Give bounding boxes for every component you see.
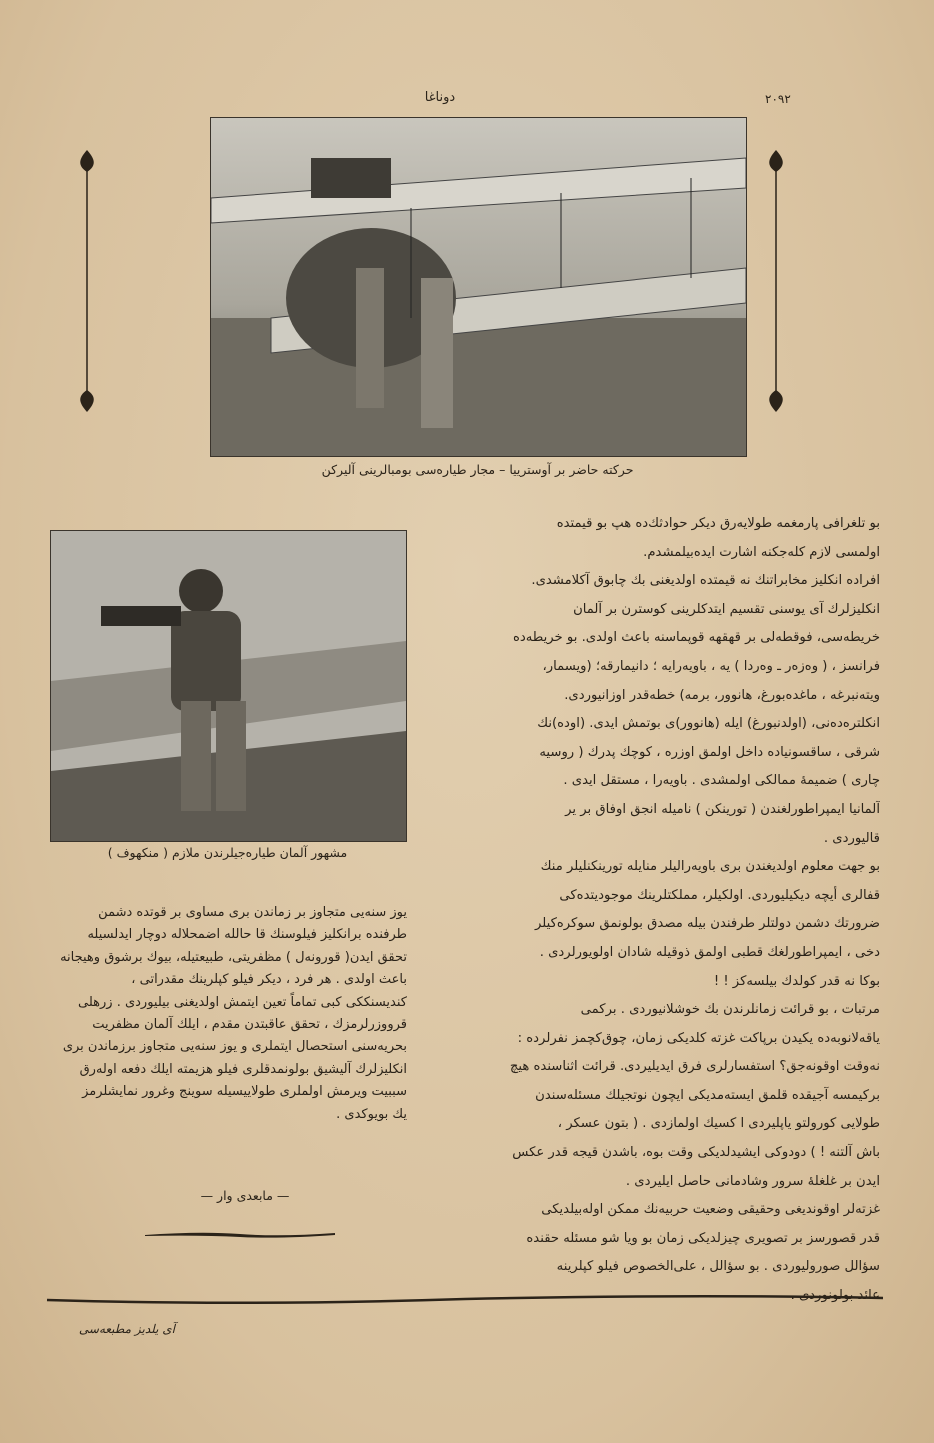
left-article-column (45, 902, 407, 1126)
pilot-photo-illustration (51, 531, 406, 841)
text-line: انکلیزلرك آی یوسنی تقسیم ایتدکلرینی کوسترن بر آلمان (573, 601, 880, 617)
decorative-double-arrow-left-icon (74, 148, 100, 414)
bottom-rule (45, 1292, 885, 1308)
page-number: ۲۰۹۲ (765, 92, 791, 106)
ornamental-divider (140, 1228, 340, 1242)
text-line: ضرورتك دشمن دولتلر طرفندن بیله مصدق بولونمق سوکره‌کیلر (534, 916, 880, 932)
text-line: مرتبات ، بو قرائت زمانلرندن بك خوشلانیوردی . برکمی (580, 1002, 880, 1018)
text-line: یوز سنه‌یی متجاوز بر زماندن بری مساوی بر قوتده دشمن (98, 905, 407, 920)
text-line: قالیوردی . (823, 830, 880, 846)
right-article-column (428, 510, 880, 1311)
text-line: ویته‌نبرغه ، ماغده‌بورغ، هانوور، برمه) خطه‌قدر اوزانیوردی. (564, 687, 880, 703)
left-photo-caption: مشهور آلمان طیاره‌جیلرندن ملازم ( منکهوف ) (107, 845, 348, 860)
text-line: انکلیزلرك آلیشیق بولونمدقلری فیلو هزیمته ایلك دفعه اوله‌رق (79, 1061, 407, 1077)
text-line: قفالری أیچه دیکیلیوردی. اولکیلر، مملکتلرینك موجودیتده‌کی (559, 887, 880, 903)
text-line: ایدن بر غلغلهٔ سرور وشادمانی حاصل ایلیردی . (625, 1173, 880, 1189)
text-line: برکیمسه آجیقده قلمق ایسته‌مدیکی ایچون نوتجیلك مسئله‌سندن (535, 1087, 880, 1103)
text-line: غزته‌لر اوقوندیغی وحقیقی وضعیت حربیه‌نك ممکن اوله‌بیلدیکی (541, 1202, 880, 1218)
text-line: افراده انکلیز مخابراتنك نه قیمتده اولدیغنی بك چابوق آکلامشدی. (531, 573, 880, 589)
text-line: بو جهت معلوم اولدیغندن بری باویه‌رالیلر منایله تورینکنلیلر منك (540, 859, 880, 875)
text-line: باعث اولدی . هر فرد ، دیکر فیلو کپلرینك مقدراتی ، (131, 972, 407, 988)
text-line: طولایی کورولتو یاپلیردی ا کسیك اولمازدی . ( بتون عسکر ، (557, 1116, 880, 1132)
text-line: اولمسی لازم کله‌جکنه اشارت ایده‌بیلمشدم. (643, 544, 880, 560)
text-line: دخی ، ایمپراطورلغك قطبی اولمق ذوقیله شادان اولویورلردی . (539, 944, 880, 960)
text-line: قرووزرلرمزك ، تحقق عاقبتدن مقدم ، ایلك آلمان مظفریت (92, 1017, 407, 1033)
top-photo-caption: حرکته حاضر بر آوسترییا – مجار طیاره‌سی بومبالرینی آلیرکن (321, 462, 634, 477)
decorative-double-arrow-right-icon (763, 148, 789, 414)
text-line: باش آلتنه ! ) دودوکی ایشیدلدیکی وقت بوه، باشدن قیجه قدر عکس (512, 1145, 880, 1161)
text-line: بحریه‌سنی استحصال ایتملری و یوز سنه‌یی متجاوز برزماندن بری (62, 1039, 407, 1055)
running-title: دوناغا (424, 90, 456, 105)
to-be-continued-note: — مابعدی وار — (200, 1188, 290, 1203)
text-line: آلمانیا ایمپراطورلغندن ( تورینکن ) نامیله انجق اوفاق بر یر (565, 801, 880, 817)
text-line: سببیت ویرمش اولملری طولاییسیله سوینج وغرور نمایشلرمز (82, 1084, 407, 1100)
top-photo-bomber-aircraft (210, 117, 747, 457)
text-line: یاقه‌لانوبه‌ده یکیدن برپاکت غزته کلدیکی زمان، چوق‌کچمز نفرلرده : (517, 1030, 880, 1046)
text-line: کندیسنککی کبی تماماً تعین ایتمش اولدیغنی بیلیوردی . زرهلی (78, 994, 407, 1010)
text-line: سؤالل صورولیوردی . بو سؤالل ، علی‌الخصوص فیلو کپلرینه (556, 1259, 880, 1275)
left-photo-pilot-portrait (50, 530, 407, 842)
text-line: شرقی ، ساقسونیاده داخل اولمق اوزره ، کوچك پدرك ( روسیه (539, 744, 880, 760)
text-line: خریطه‌سی، فوقطه‌لی بر قهقهه قوپماسنه باعث اولدی. بو خریطه‌ده (512, 630, 880, 646)
text-line: بو تلغرافی پارمغمه طولایه‌رق دیکر حوادثك‌ده هپ بو قیمتده (556, 516, 880, 531)
text-line: بوکا نه قدر کولدك بیلسه‌کز ! ! (713, 973, 880, 989)
text-line: یك بویوکدی . (336, 1106, 407, 1122)
text-line: تحقق ایدن( قورونه‌ل ) مظفریتی، طبیعتیله، بیوك برشوق وهیجانه (60, 949, 407, 965)
text-line: فرانسز ، ( وه‌زه‌ر ـ وه‌ردا ) یه ، باویه‌رایه ؛ دانیمارقه؛ (ویسمار، (542, 658, 880, 674)
text-line: انکلتره‌ده‌نی، (اولدنبورغ) ایله (هانوور)ی بوتمش ایدی. (اوده)نك (537, 716, 880, 732)
printer-imprint: آی یلدیز مطبعه‌سی (78, 1322, 175, 1336)
text-line: چاری ) ضمیمهٔ ممالکی اولمشدی . باویه‌را ، مستقل ایدی . (563, 773, 880, 789)
aircraft-photo-illustration (211, 118, 746, 456)
text-line: عائد بولونوردی . (790, 1288, 880, 1304)
text-line: قدر قصورسز بر تصویری چیزلدیکی زمان بو ویا شو مسئله حقنده (526, 1230, 880, 1246)
text-line: نه‌وقت اوقونه‌جق؟ استفسارلری فرق ایدیلیردی. قرائت اثناسنده هیچ (509, 1059, 880, 1075)
text-line: طرفنده برانکلیز فیلوسنك قا حالله اضمحلاله دوچار ایدلسیله (87, 927, 407, 943)
